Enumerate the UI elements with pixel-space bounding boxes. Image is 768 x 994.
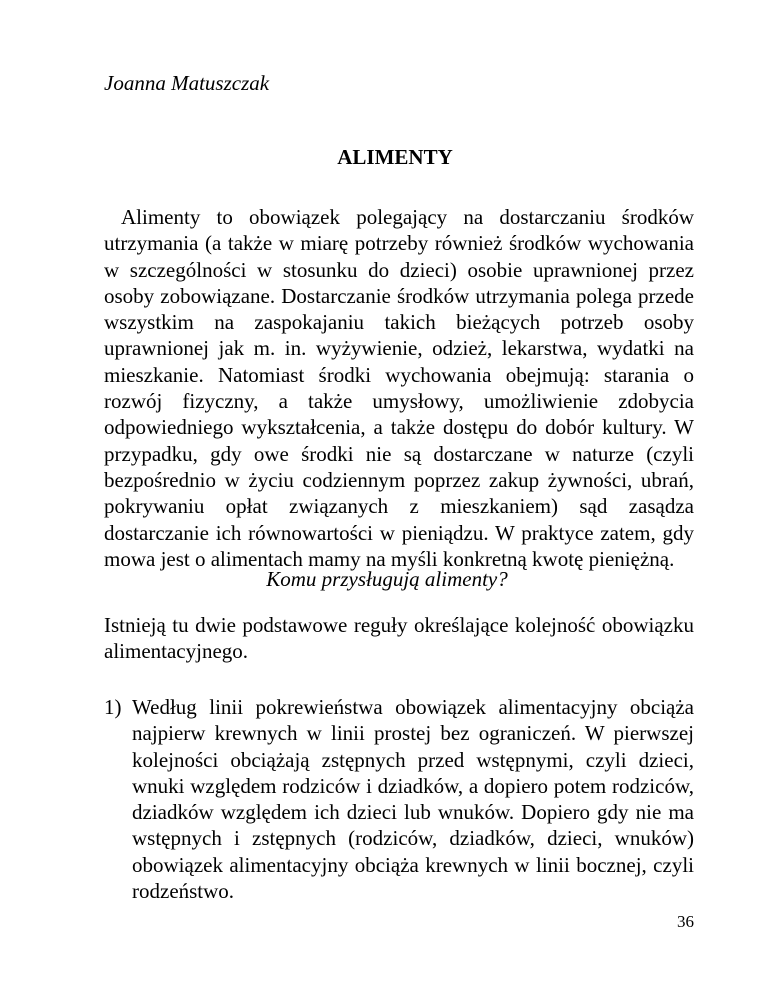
rules-list (104, 694, 694, 904)
author-name: Joanna Matuszczak (104, 71, 270, 95)
list-item-text: Według linii pokrewieństwa obowiązek alimentacyjny obciąża najpierw krewnych w linii prostej bez ograniczeń. W pierwszej kolejności obciążają zstępnych przed wstępnymi, czyli dzieci, wnuki względem rodziców i dziadków, a dopiero potem rodziców, dziadków względem ich dzieci lub wnuków. Dopiero gdy nie ma wstępnych i zstępnych (rodziców, dziadków, dzieci, wnuków) obowiązek alimentacyjny obciąża krewnych w linii bocznej, czyli rodzeństwo. (132, 695, 694, 904)
section-subheading: Komu przysługują alimenty? (266, 567, 508, 591)
intro-paragraph: Alimenty to obowiązek polegający na dostarczaniu środków utrzymania (a także w miarę potrzeby również środków wychowania w szczególności w stosunku do dzieci) osobie uprawnionej przez osoby zobowiązane. Dostarczanie środków utrzymania polega przede wszystkim na zaspokajaniu takich bieżących potrzeb osoby uprawnionej jak m. in. wyżywienie, odzież, lekarstwa, wydatki na mieszkanie. Natomiast środki wychowania obejmują: starania o rozwój fizyczny, a także umysłowy, umożliwienie zdobycia odpowiedniego wykształcenia, a także dostępu do dobór kultury. W przypadku, gdy owe środki nie są dostarczane w naturze (czyli bezpośrednio w życiu codziennym poprzez zakup żywności, ubrań, pokrywaniu opłat związanych z mieszkaniem) sąd zasądza dostarczanie ich równowartości w pieniądzu. W praktyce zatem, gdy mowa jest o alimentach mamy na myśli konkretną kwotę pieniężną. (104, 205, 694, 571)
list-item-marker: 1) (104, 695, 122, 719)
document-title: ALIMENTY (337, 145, 453, 169)
rules-paragraph: Istnieją tu dwie podstawowe reguły określające kolejność obowiązku alimentacyjnego. (104, 613, 694, 664)
list-item (104, 694, 694, 904)
page-number: 36 (677, 912, 694, 931)
